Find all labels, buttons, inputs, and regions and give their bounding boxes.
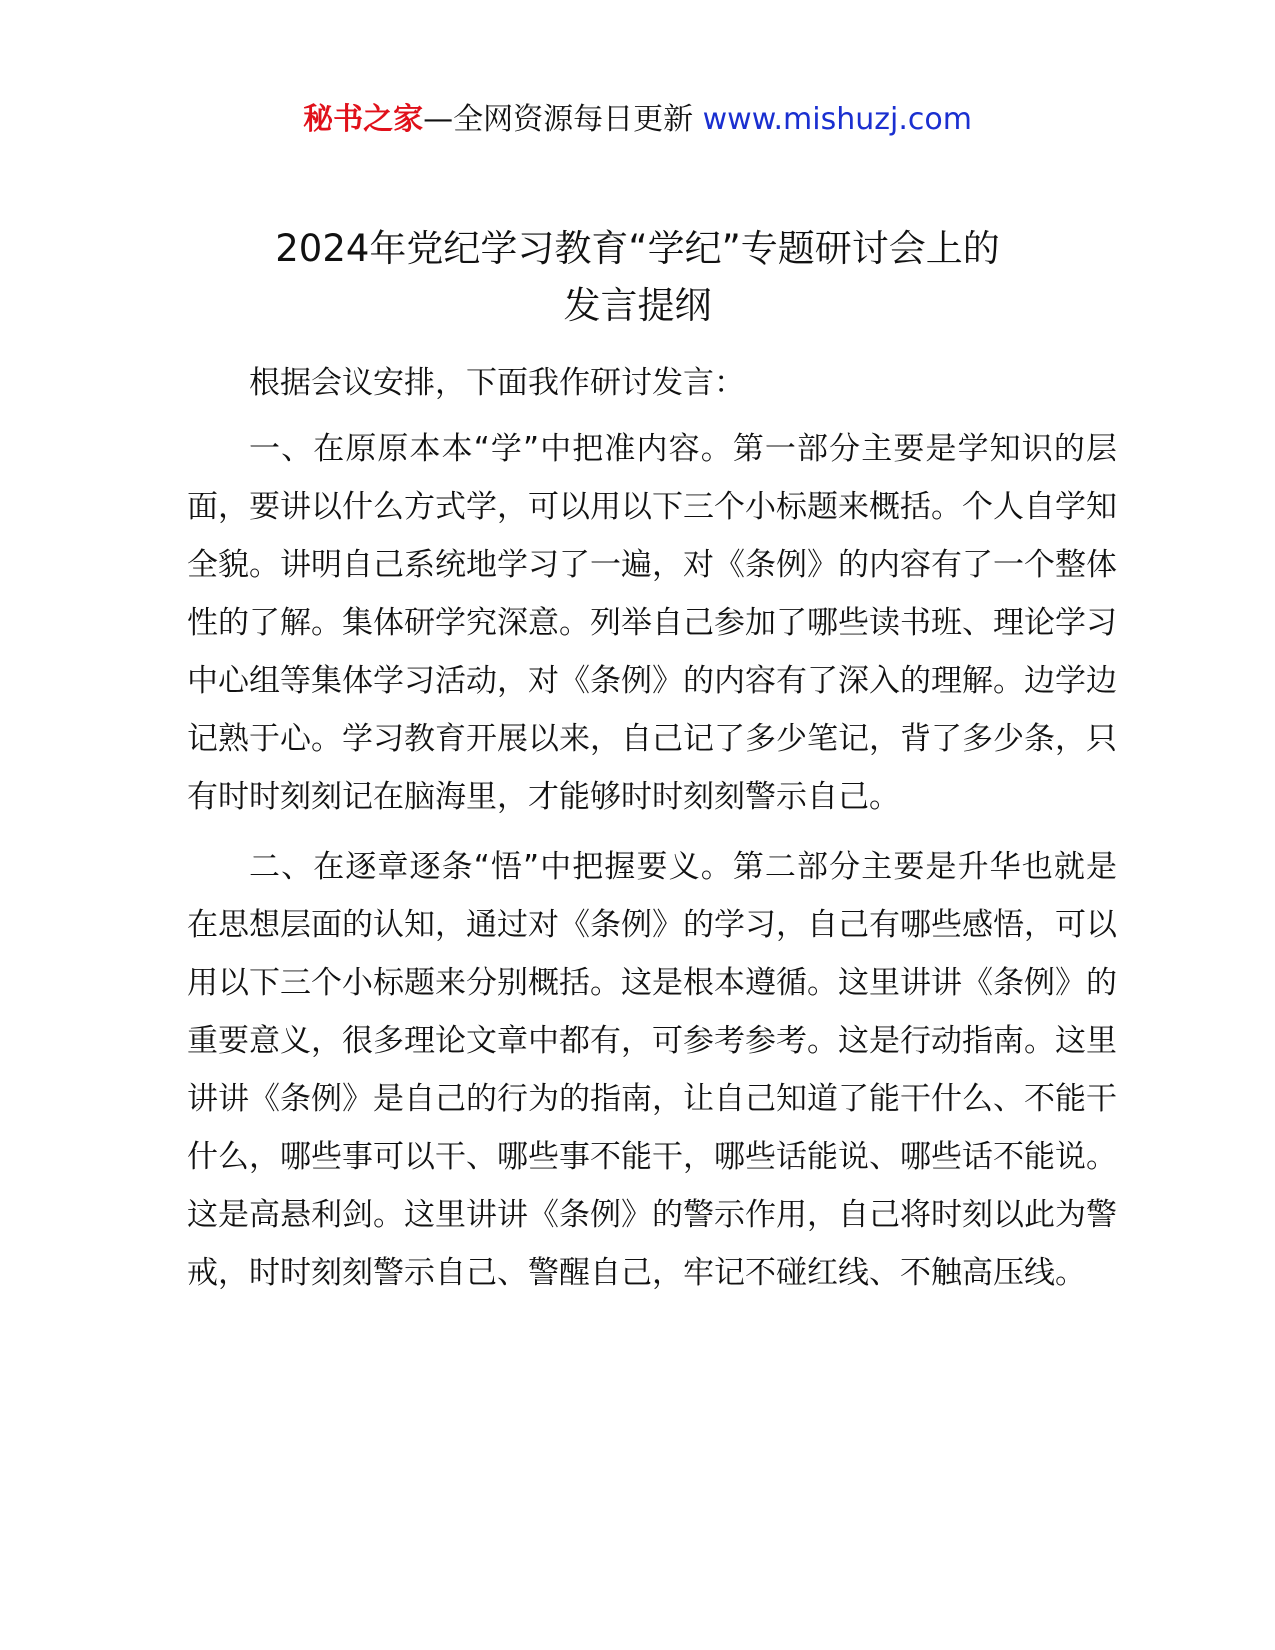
site-header [0, 100, 1275, 140]
title-line-1: 2024年党纪学习教育“学纪”专题研讨会上的 [275, 227, 1000, 270]
title-line-2: 发言提纲 [563, 284, 712, 327]
header-tagline: —全网资源每日更新 [423, 102, 694, 137]
document-body [187, 354, 1117, 1302]
section-one-paragraph: 一、在原原本本“学”中把准内容。第一部分主要是学知识的层面，要讲以什么方式学，可以用以下三个小标题来概括。个人自学知全貌。讲明自己系统地学习了一遍，对《条例》的内容有了一个整体性的了解。集体研学究深意。列举自己参加了哪些读书班、理论学习中心组等集体学习活动，对《条例》的内容有了深入的理解。边学边记熟于心。学习教育开展以来，自己记了多少笔记，背了多少条，只有时时刻刻记在脑海里，才能够时时刻刻警示自己。 [187, 431, 1117, 815]
section-two-paragraph: 二、在逐章逐条“悟”中把握要义。第二部分主要是升华也就是在思想层面的认知，通过对《条例》的学习，自己有哪些感悟，可以用以下三个小标题来分别概括。这是根本遵循。这里讲讲《条例》的重要意义，很多理论文章中都有，可参考参考。这是行动指南。这里讲讲《条例》是自己的行为的指南，让自己知道了能干什么、不能干什么，哪些事可以干、哪些事不能干，哪些话能说、哪些话不能说。这是高悬利剑。这里讲讲《条例》的警示作用，自己将时刻以此为警戒，时时刻刻警示自己、警醒自己，牢记不碰红线、不触高压线。 [187, 849, 1117, 1291]
document-title [160, 220, 1115, 334]
site-url-link[interactable]: www.mishuzj.com [702, 102, 972, 137]
intro-paragraph: 根据会议安排，下面我作研讨发言： [249, 365, 745, 401]
brand-name: 秘书之家 [303, 102, 424, 137]
